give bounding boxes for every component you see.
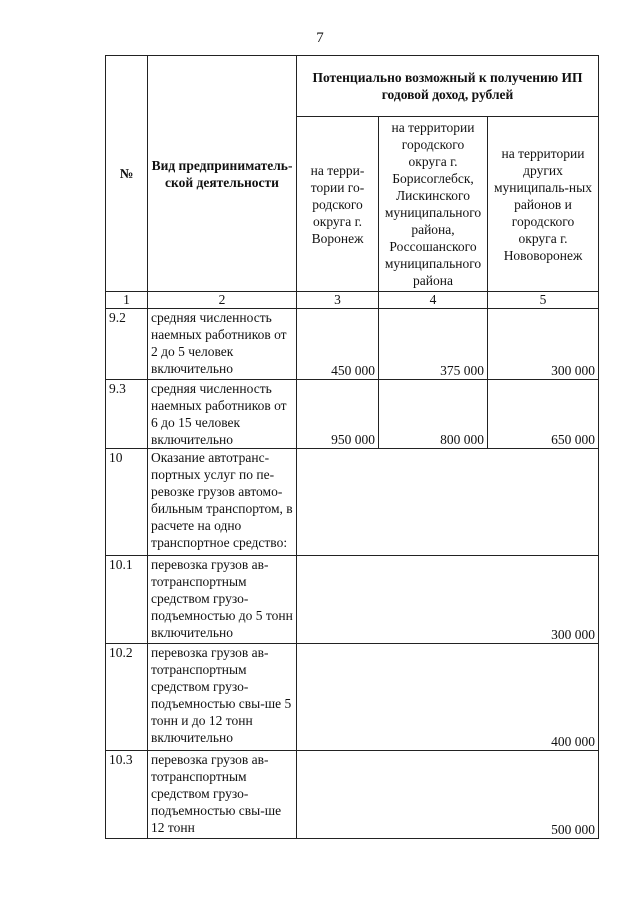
row-value-col5: 300 000 — [297, 556, 599, 644]
income-table — [105, 55, 599, 839]
row-value-col5: 300 000 — [488, 309, 599, 380]
row-description: перевозка грузов ав-тотранспортным средством грузо-подъемностью свы-ше 5 тонн и до 12 тонн включительно — [148, 644, 297, 751]
row-value-empty — [297, 449, 599, 556]
row-description: средняя численность наемных работников от 2 до 5 человек включительно — [148, 309, 297, 380]
row-code: 9.3 — [106, 380, 148, 449]
page-number: 7 — [316, 30, 324, 46]
header-no: № — [106, 56, 148, 292]
row-value-col4: 375 000 — [379, 309, 488, 380]
column-number: 5 — [488, 292, 599, 309]
table-row — [106, 309, 599, 380]
row-code: 10.1 — [106, 556, 148, 644]
column-number: 4 — [379, 292, 488, 309]
column-number: 2 — [148, 292, 297, 309]
header-income-group: Потенциально возможный к получению ИП годовой доход, рублей — [297, 56, 599, 117]
header-activity-kind: Вид предприниматель-ской деятельности — [148, 56, 297, 292]
header-row-1 — [106, 56, 599, 117]
header-col4: на территории городского округа г. Борисоглебск, Лискинского муниципального района, Россошанского муниципального района — [379, 117, 488, 292]
row-value-col4: 800 000 — [379, 380, 488, 449]
row-value-col5: 650 000 — [488, 380, 599, 449]
row-code: 10.3 — [106, 751, 148, 839]
row-value-col3: 450 000 — [297, 309, 379, 380]
header-col3: на терри-тории го-родского округа г. Воронеж — [297, 117, 379, 292]
column-number-row — [106, 292, 599, 309]
row-description: Оказание автотранс-портных услуг по пе-ревозке грузов автомо-бильным транспортом, в расчете на одно транспортное средство: — [148, 449, 297, 556]
table-row — [106, 751, 599, 839]
table-row — [106, 449, 599, 556]
row-code: 10.2 — [106, 644, 148, 751]
row-description: перевозка грузов ав-тотранспортным средством грузо-подъемностью свы-ше 12 тонн — [148, 751, 297, 839]
row-code: 10 — [106, 449, 148, 556]
table-row — [106, 556, 599, 644]
row-description: средняя численность наемных работников от 6 до 15 человек включительно — [148, 380, 297, 449]
row-value-col5: 400 000 — [297, 644, 599, 751]
column-number: 1 — [106, 292, 148, 309]
row-value-col5: 500 000 — [297, 751, 599, 839]
header-col5: на территории других муниципаль-ных районов и городского округа г. Нововоронеж — [488, 117, 599, 292]
row-description: перевозка грузов ав-тотранспортным средством грузо-подъемностью до 5 тонн включительно — [148, 556, 297, 644]
table-row — [106, 380, 599, 449]
row-value-col3: 950 000 — [297, 380, 379, 449]
column-number: 3 — [297, 292, 379, 309]
table-row — [106, 644, 599, 751]
row-code: 9.2 — [106, 309, 148, 380]
